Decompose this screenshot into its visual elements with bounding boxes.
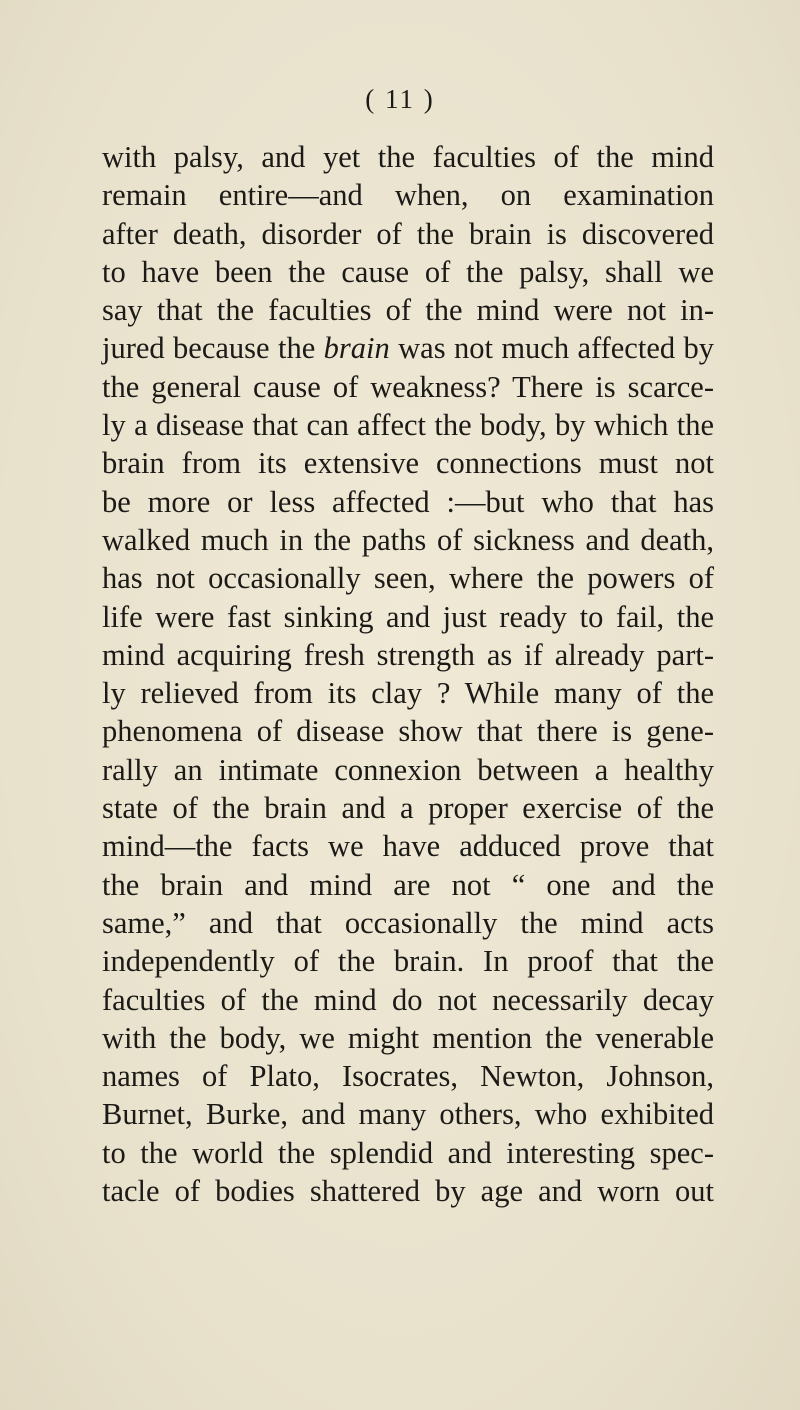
- text-line: to the world the splendid and interesting spec-: [102, 1135, 714, 1170]
- text-line: rally an intimate connexion between a healthy: [102, 752, 714, 787]
- text-line: tacle of bodies shattered by age and worn out: [102, 1174, 714, 1209]
- text-line: say that the faculties of the mind were not in-: [102, 293, 714, 328]
- text-line: names of Plato, Isocrates, Newton, Johnson,: [102, 1059, 714, 1094]
- text-line: [102, 329, 714, 367]
- italic-word: brain: [323, 331, 390, 366]
- text-line: to have been the cause of the palsy, shall we: [102, 254, 714, 289]
- text-line: be more or less affected :—but who that has: [102, 484, 714, 519]
- text-line: faculties of the mind do not necessarily decay: [102, 982, 714, 1017]
- page-number: ( 11 ): [365, 84, 435, 114]
- text-line: the general cause of weakness? There is scarce-: [102, 369, 714, 404]
- text-line: remain entire—and when, on examination: [102, 178, 714, 213]
- text-line: Burnet, Burke, and many others, who exhibited: [102, 1097, 714, 1132]
- body-text: [102, 138, 714, 1210]
- text-line: the brain and mind are not “ one and the: [102, 867, 714, 902]
- text-line: mind acquiring fresh strength as if already part-: [102, 637, 714, 672]
- text-segment: was not much affected by: [389, 331, 715, 366]
- text-line: independently of the brain. In proof that the: [102, 944, 714, 979]
- text-line: after death, disorder of the brain is discovered: [102, 216, 714, 251]
- text-line: with palsy, and yet the faculties of the mind: [102, 140, 714, 174]
- text-line: brain from its extensive connections must not: [102, 446, 714, 481]
- text-line: mind—the facts we have adduced prove that: [102, 829, 714, 864]
- text-line: state of the brain and a proper exercise of the: [102, 791, 714, 826]
- text-line: walked much in the paths of sickness and death,: [102, 522, 714, 557]
- text-line: has not occasionally seen, where the powers of: [102, 561, 714, 596]
- text-line: ly relieved from its clay ? While many of the: [102, 676, 714, 711]
- text-segment: jured because the: [102, 331, 324, 366]
- text-line: with the body, we might mention the venerable: [102, 1020, 714, 1055]
- text-line: ly a disease that can affect the body, by which the: [102, 408, 714, 443]
- text-line: life were fast sinking and just ready to fail, the: [102, 599, 714, 634]
- text-line: phenomena of disease show that there is gene-: [102, 714, 714, 749]
- text-line: same,” and that occasionally the mind acts: [102, 905, 714, 940]
